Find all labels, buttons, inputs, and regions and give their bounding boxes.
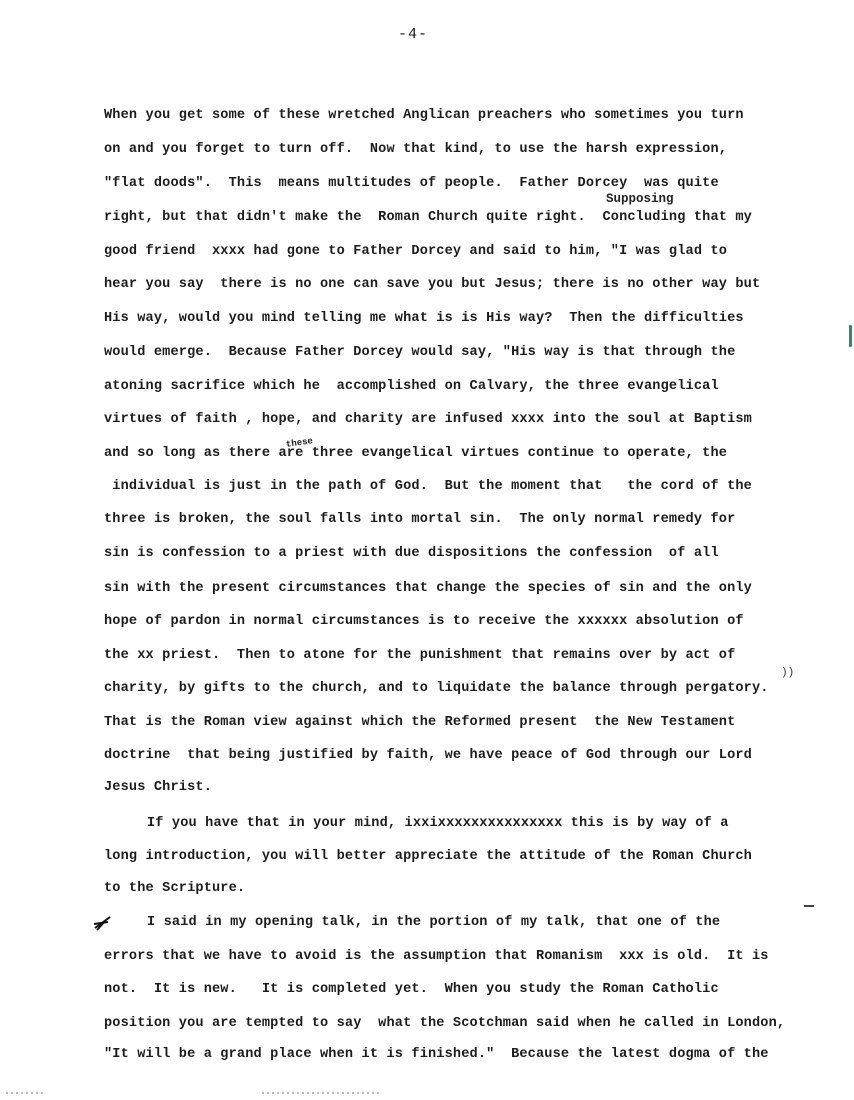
text-line: If you have that in your mind, ixxixxxxxxxxxxxxxxx this is by way of a	[147, 816, 729, 831]
interlinear-correction: Supposing	[606, 192, 674, 206]
scan-artifact	[262, 1092, 382, 1094]
text-line: would emerge. Because Father Dorcey would say, "His way is that through the	[104, 345, 736, 360]
text-line: "flat doods". This means multitudes of people. Father Dorcey was quite	[104, 176, 719, 191]
text-line: to the Scripture.	[104, 881, 246, 896]
text-line: sin with the present circumstances that change the species of sin and the only	[104, 581, 752, 596]
text-line: His way, would you mind telling me what is is His way? Then the difficulties	[104, 311, 744, 326]
text-line: Jesus Christ.	[104, 780, 212, 795]
text-line: errors that we have to avoid is the assumption that Romanism xxx is old. It is	[104, 949, 769, 964]
text-line: individual is just in the path of God. But the moment that the cord of the	[104, 479, 752, 494]
text-line: the xx priest. Then to atone for the punishment that remains over by act of	[104, 648, 736, 663]
text-line: "It will be a grand place when it is finished." Because the latest dogma of the	[104, 1047, 769, 1062]
text-line: good friend xxxx had gone to Father Dorcey and said to him, "I was glad to	[104, 244, 728, 259]
scan-artifact	[6, 1092, 46, 1094]
text-line: three is broken, the soul falls into mortal sin. The only normal remedy for	[104, 512, 736, 527]
text-line: right, but that didn't make the Roman Church quite right. Concluding that my	[104, 210, 752, 225]
text-line: hear you say there is no one can save you but Jesus; there is no other way but	[104, 277, 761, 292]
text-line: I said in my opening talk, in the portion of my talk, that one of the	[147, 915, 721, 930]
margin-dash-mark	[804, 905, 814, 907]
handwritten-insertion: these	[285, 436, 314, 450]
text-line: atoning sacrifice which he accomplished on Calvary, the three evangelical	[104, 379, 719, 394]
paragraph-mark-icon	[92, 914, 114, 932]
text-line: charity, by gifts to the church, and to liquidate the balance through pergatory.	[104, 681, 769, 696]
edge-ink-mark	[849, 325, 852, 347]
text-line: position you are tempted to say what the Scotchman said when he called in London,	[104, 1016, 786, 1031]
text-line: When you get some of these wretched Anglican preachers who sometimes you turn	[104, 108, 744, 123]
text-line: hope of pardon in normal circumstances is to receive the xxxxxx absolution of	[104, 614, 744, 629]
text-line: That is the Roman view against which the Reformed present the New Testament	[104, 715, 736, 730]
text-line: doctrine that being justified by faith, we have peace of God through our Lord	[104, 748, 752, 763]
text-line: virtues of faith , hope, and charity are infused xxxx into the soul at Baptism	[104, 412, 752, 427]
text-line: on and you forget to turn off. Now that kind, to use the harsh expression,	[104, 142, 728, 157]
text-line: and so long as there are three evangelical virtues continue to operate, the	[104, 446, 728, 461]
text-line: sin is confession to a priest with due dispositions the confession of all	[104, 546, 719, 561]
stray-quote-mark: ))	[781, 667, 795, 679]
text-line: not. It is new. It is completed yet. When you study the Roman Catholic	[104, 982, 719, 997]
page-number: -4-	[398, 26, 429, 43]
text-line: long introduction, you will better appreciate the attitude of the Roman Church	[104, 849, 752, 864]
